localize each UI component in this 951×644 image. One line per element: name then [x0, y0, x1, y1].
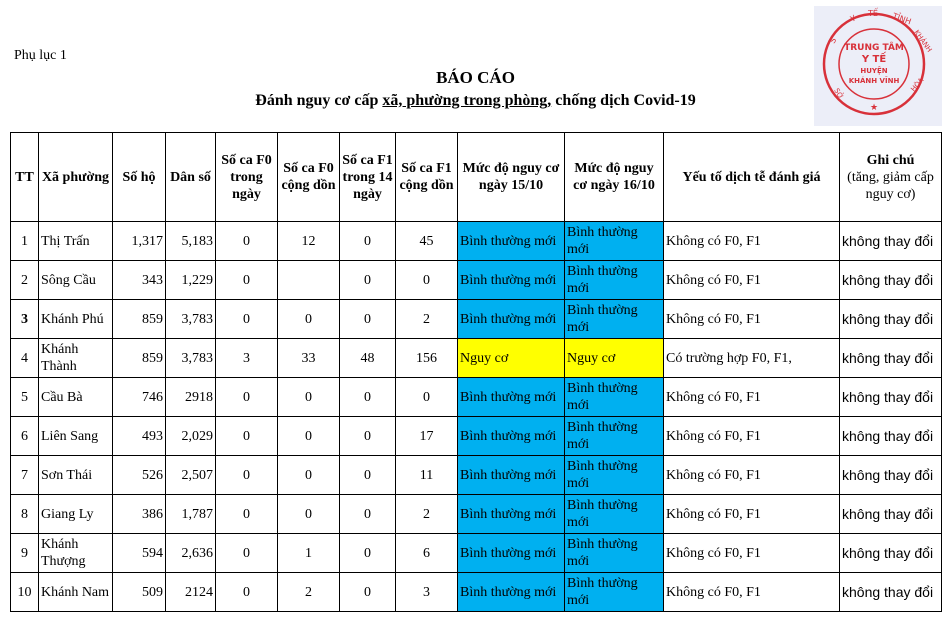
- cell-households: 493: [113, 417, 166, 456]
- cell-f1-total: 6: [396, 534, 458, 573]
- cell-commune: Sơn Thái: [39, 456, 113, 495]
- cell-f1-total: 156: [396, 339, 458, 378]
- cell-note: không thay đổi: [840, 378, 942, 417]
- cell-note: không thay đổi: [840, 222, 942, 261]
- cell-f1-14: 0: [340, 378, 396, 417]
- cell-tt: 6: [11, 417, 39, 456]
- cell-factors: Không có F0, F1: [664, 534, 840, 573]
- svg-text:KHÁNH VĨNH: KHÁNH VĨNH: [848, 77, 900, 85]
- svg-text:HUYỆN: HUYỆN: [860, 67, 888, 75]
- cell-population: 3,783: [166, 339, 216, 378]
- cell-f1-14: 0: [340, 300, 396, 339]
- header-risk-1510: Mức độ nguy cơ ngày 15/10: [458, 133, 565, 222]
- cell-factors: Không có F0, F1: [664, 573, 840, 612]
- header-tt: TT: [11, 133, 39, 222]
- cell-commune: Liên Sang: [39, 417, 113, 456]
- svg-text:S: S: [827, 36, 839, 45]
- cell-tt: 5: [11, 378, 39, 417]
- cell-f1-14: 48: [340, 339, 396, 378]
- cell-factors: Có trường hợp F0, F1,: [664, 339, 840, 378]
- header-factors: Yếu tố dịch tễ đánh giá: [664, 133, 840, 222]
- cell-commune: Khánh Thành: [39, 339, 113, 378]
- cell-households: 526: [113, 456, 166, 495]
- table-row: [11, 261, 942, 300]
- cell-f0-total: 0: [278, 417, 340, 456]
- subtitle-part2: xã, phường trong phòng,: [382, 92, 552, 109]
- cell-factors: Không có F0, F1: [664, 495, 840, 534]
- cell-risk-1510: Bình thường mới: [458, 300, 565, 339]
- cell-risk-1610: Nguy cơ: [565, 339, 664, 378]
- cell-note: không thay đổi: [840, 534, 942, 573]
- svg-text:Y: Y: [849, 13, 858, 24]
- table-row: [11, 222, 942, 261]
- cell-f0-total: [278, 261, 340, 300]
- cell-population: 3,783: [166, 300, 216, 339]
- header-risk-1610: Mức độ nguy cơ ngày 16/10: [565, 133, 664, 222]
- cell-f1-total: 2: [396, 300, 458, 339]
- cell-risk-1510: Bình thường mới: [458, 495, 565, 534]
- cell-commune: Thị Trấn: [39, 222, 113, 261]
- svg-text:Y TẾ: Y TẾ: [861, 54, 887, 65]
- header-commune: Xã phường: [39, 133, 113, 222]
- cell-risk-1510: Bình thường mới: [458, 417, 565, 456]
- cell-risk-1610: Bình thường mới: [565, 417, 664, 456]
- cell-f0-total: 0: [278, 456, 340, 495]
- table-row: [11, 534, 942, 573]
- header-population: Dân số: [166, 133, 216, 222]
- cell-risk-1610: Bình thường mới: [565, 222, 664, 261]
- cell-households: 859: [113, 339, 166, 378]
- cell-commune: Sông Cầu: [39, 261, 113, 300]
- cell-f0-day: 0: [216, 417, 278, 456]
- cell-tt: 2: [11, 261, 39, 300]
- cell-tt: 7: [11, 456, 39, 495]
- report-title: BÁO CÁO: [436, 68, 515, 87]
- table-row: [11, 456, 942, 495]
- svg-text:HÒA: HÒA: [909, 76, 926, 94]
- cell-commune: Khánh Phú: [39, 300, 113, 339]
- cell-f0-total: 33: [278, 339, 340, 378]
- cell-population: 2,507: [166, 456, 216, 495]
- cell-commune: Cầu Bà: [39, 378, 113, 417]
- cell-risk-1510: Bình thường mới: [458, 261, 565, 300]
- cell-risk-1610: Bình thường mới: [565, 456, 664, 495]
- appendix-label: Phụ lục 1: [14, 48, 67, 63]
- cell-f0-total: 12: [278, 222, 340, 261]
- cell-population: 2,029: [166, 417, 216, 456]
- cell-f0-day: 0: [216, 300, 278, 339]
- cell-note: không thay đổi: [840, 300, 942, 339]
- cell-f0-total: 0: [278, 495, 340, 534]
- svg-text:★: ★: [870, 103, 879, 113]
- cell-f1-total: 17: [396, 417, 458, 456]
- cell-households: 509: [113, 573, 166, 612]
- cell-population: 2124: [166, 573, 216, 612]
- header-f1-total: Số ca F1 cộng dồn: [396, 133, 458, 222]
- cell-risk-1610: Bình thường mới: [565, 534, 664, 573]
- cell-f0-total: 2: [278, 573, 340, 612]
- cell-population: 2,636: [166, 534, 216, 573]
- cell-f1-14: 0: [340, 417, 396, 456]
- cell-factors: Không có F0, F1: [664, 456, 840, 495]
- cell-commune: Khánh Nam: [39, 573, 113, 612]
- cell-factors: Không có F0, F1: [664, 417, 840, 456]
- cell-households: 343: [113, 261, 166, 300]
- cell-tt: 8: [11, 495, 39, 534]
- cell-households: 859: [113, 300, 166, 339]
- cell-f1-14: 0: [340, 573, 396, 612]
- table-row: [11, 339, 942, 378]
- cell-tt: 10: [11, 573, 39, 612]
- cell-tt: 1: [11, 222, 39, 261]
- risk-assessment-table: [10, 132, 942, 612]
- cell-f1-14: 0: [340, 222, 396, 261]
- header-note-title: Ghi chú: [866, 152, 915, 168]
- svg-text:TỈNH: TỈNH: [891, 11, 913, 27]
- cell-f1-14: 0: [340, 495, 396, 534]
- cell-households: 1,317: [113, 222, 166, 261]
- cell-commune: Giang Ly: [39, 495, 113, 534]
- header-f0-day: Số ca F0 trong ngày: [216, 133, 278, 222]
- cell-f0-total: 0: [278, 300, 340, 339]
- cell-f0-day: 0: [216, 495, 278, 534]
- header-note: [840, 133, 942, 222]
- cell-f0-total: 0: [278, 378, 340, 417]
- cell-risk-1510: Bình thường mới: [458, 573, 565, 612]
- cell-f0-day: 0: [216, 222, 278, 261]
- cell-note: không thay đổi: [840, 495, 942, 534]
- cell-f1-14: 0: [340, 456, 396, 495]
- cell-risk-1610: Bình thường mới: [565, 573, 664, 612]
- cell-f0-day: 0: [216, 261, 278, 300]
- cell-f1-total: 0: [396, 261, 458, 300]
- cell-f1-total: 11: [396, 456, 458, 495]
- table-row: [11, 495, 942, 534]
- header-f0-total: Số ca F0 cộng dồn: [278, 133, 340, 222]
- svg-text:TRUNG TÂM: TRUNG TÂM: [844, 43, 904, 53]
- header-households: Số hộ: [113, 133, 166, 222]
- cell-note: không thay đổi: [840, 456, 942, 495]
- cell-f1-total: 45: [396, 222, 458, 261]
- subtitle-part3: chống dịch Covid-19: [551, 92, 696, 109]
- report-subtitle: [0, 92, 951, 110]
- cell-f1-total: 2: [396, 495, 458, 534]
- cell-commune: Khánh Thượng: [39, 534, 113, 573]
- cell-risk-1510: Bình thường mới: [458, 534, 565, 573]
- header-note-sub: (tăng, giảm cấp nguy cơ): [847, 169, 934, 202]
- cell-note: không thay đổi: [840, 339, 942, 378]
- cell-households: 594: [113, 534, 166, 573]
- cell-f0-day: 0: [216, 573, 278, 612]
- cell-risk-1510: Bình thường mới: [458, 222, 565, 261]
- cell-population: 2918: [166, 378, 216, 417]
- cell-risk-1510: Bình thường mới: [458, 456, 565, 495]
- cell-note: không thay đổi: [840, 261, 942, 300]
- table-row: [11, 300, 942, 339]
- cell-f0-total: 1: [278, 534, 340, 573]
- table-row: [11, 417, 942, 456]
- cell-population: 5,183: [166, 222, 216, 261]
- official-stamp: [814, 6, 942, 126]
- cell-population: 1,787: [166, 495, 216, 534]
- subtitle-part1: Đánh nguy cơ cấp: [255, 92, 383, 109]
- cell-population: 1,229: [166, 261, 216, 300]
- table-header-row: [11, 133, 942, 222]
- cell-risk-1610: Bình thường mới: [565, 261, 664, 300]
- cell-risk-1610: Bình thường mới: [565, 378, 664, 417]
- cell-f1-14: 0: [340, 261, 396, 300]
- cell-risk-1610: Bình thường mới: [565, 300, 664, 339]
- cell-factors: Không có F0, F1: [664, 222, 840, 261]
- cell-risk-1510: Nguy cơ: [458, 339, 565, 378]
- cell-note: không thay đổi: [840, 417, 942, 456]
- cell-risk-1510: Bình thường mới: [458, 378, 565, 417]
- cell-f1-14: 0: [340, 534, 396, 573]
- svg-text:SỞ: SỞ: [832, 87, 845, 101]
- cell-f0-day: 3: [216, 339, 278, 378]
- cell-f1-total: 0: [396, 378, 458, 417]
- cell-factors: Không có F0, F1: [664, 378, 840, 417]
- cell-households: 746: [113, 378, 166, 417]
- cell-f0-day: 0: [216, 456, 278, 495]
- cell-note: không thay đổi: [840, 573, 942, 612]
- cell-tt: 9: [11, 534, 39, 573]
- cell-factors: Không có F0, F1: [664, 300, 840, 339]
- cell-risk-1610: Bình thường mới: [565, 495, 664, 534]
- cell-f1-total: 3: [396, 573, 458, 612]
- table-row: [11, 378, 942, 417]
- cell-f0-day: 0: [216, 378, 278, 417]
- svg-text:KHÁNH: KHÁNH: [912, 28, 934, 54]
- cell-factors: Không có F0, F1: [664, 261, 840, 300]
- stamp-seal-icon: [814, 6, 942, 126]
- cell-f0-day: 0: [216, 534, 278, 573]
- header-f1-14: Số ca F1 trong 14 ngày: [340, 133, 396, 222]
- cell-households: 386: [113, 495, 166, 534]
- cell-tt: 3: [11, 300, 39, 339]
- cell-tt: 4: [11, 339, 39, 378]
- table-row: [11, 573, 942, 612]
- svg-text:TẾ: TẾ: [868, 9, 878, 18]
